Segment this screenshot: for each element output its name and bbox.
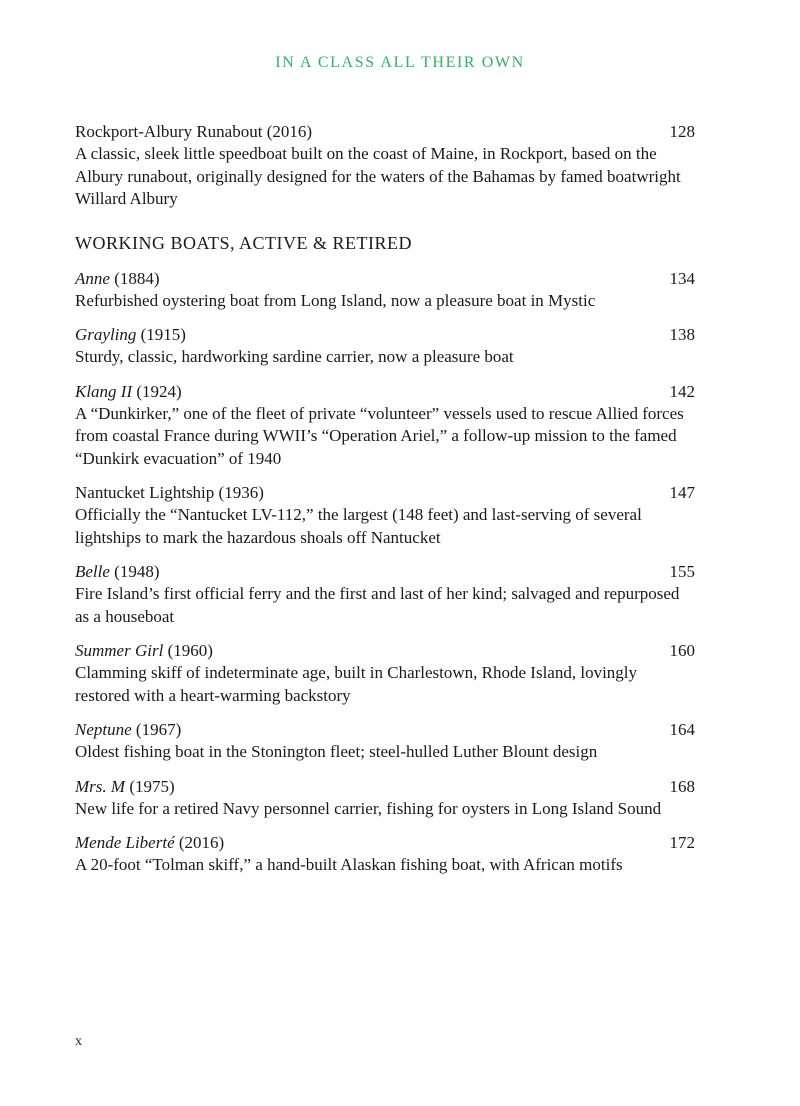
entry-title-plain: (1924): [132, 381, 182, 401]
entry-page-number: 160: [669, 641, 695, 660]
entry-title-italic: Belle: [75, 562, 110, 581]
entry-page-number: 164: [669, 720, 695, 739]
toc-entry: [75, 831, 695, 877]
entry-title: [75, 120, 695, 143]
entry-page-number: 168: [669, 776, 695, 796]
entry-description: New life for a retired Navy personnel carrier, fishing for oysters in Long Island Sound: [75, 798, 662, 818]
entry-page-number: 155: [669, 562, 695, 581]
entry-title-plain: (1960): [163, 641, 213, 660]
toc-entry: [75, 481, 695, 549]
entry-title-italic: Summer Girl: [75, 641, 164, 660]
toc-entry: [75, 775, 695, 821]
entry-title: [75, 718, 695, 741]
toc-content: [75, 120, 695, 888]
toc-entry: [75, 560, 695, 628]
toc-entry: [75, 120, 695, 211]
entry-title-italic: Mende Liberté: [75, 833, 175, 852]
entry-page-number: 138: [669, 325, 695, 344]
entry-title: [75, 831, 695, 854]
entry-title: [75, 267, 695, 290]
entry-page-number: 134: [669, 268, 695, 288]
entry-title: [75, 775, 695, 798]
entry-title-italic: Anne: [75, 268, 110, 288]
entry-page-number: 147: [669, 483, 695, 502]
entry-title-italic: Neptune: [75, 720, 132, 739]
toc-entry: [75, 267, 695, 313]
entry-title-plain: (1975): [125, 776, 175, 796]
entry-title-plain: Nantucket Lightship (1936): [75, 483, 264, 502]
entry-description: Oldest fishing boat in the Stonington fleet; steel-hulled Luther Blount design: [75, 742, 598, 761]
entry-description: Officially the “Nantucket LV-112,” the largest (148 feet) and last-serving of several lightships to mark the hazardous shoals off Nantucket: [75, 505, 642, 547]
entry-description: A classic, sleek little speedboat built on the coast of Maine, in Rockport, based on the Albury runabout, originally designed for the waters of the Bahamas by famed boatwright Willard Albury: [75, 144, 681, 208]
section-heading: WORKING BOATS, ACTIVE & RETIRED: [75, 232, 412, 253]
entry-title: [75, 560, 695, 583]
entry-title-plain: (1967): [131, 720, 182, 739]
running-head: IN A CLASS ALL THEIR OWN: [275, 54, 525, 71]
entry-description: Clamming skiff of indeterminate age, built in Charlestown, Rhode Island, lovingly restored with a heart-warming backstory: [75, 663, 638, 705]
entry-title-plain: (2016): [174, 833, 225, 852]
entry-page-number: 172: [669, 833, 695, 852]
toc-list-working-boats: [75, 267, 695, 877]
entry-title-plain: (1948): [109, 562, 160, 581]
entry-description: Fire Island’s first official ferry and the first and last of her kind; salvaged and repurposed as a houseboat: [75, 584, 680, 626]
entry-description: A 20-foot “Tolman skiff,” a hand-built Alaskan fishing boat, with African motifs: [75, 855, 623, 874]
entry-title: [75, 323, 695, 346]
toc-entry: [75, 639, 695, 707]
entry-description: A “Dunkirker,” one of the fleet of private “volunteer” vessels used to rescue Allied forces from coastal France during WWII’s “Operation Ariel,” a follow-up mission to the famed “Dunkirk evacuation” of 1940: [75, 403, 684, 468]
toc-entry: [75, 380, 695, 471]
entry-description: Refurbished oystering boat from Long Island, now a pleasure boat in Mystic: [75, 290, 596, 310]
entry-title: [75, 481, 695, 504]
entry-title-plain: Rockport-Albury Runabout (2016): [75, 122, 313, 141]
entry-title-italic: Mrs. M: [75, 776, 126, 796]
entry-title: [75, 639, 695, 662]
entry-description: Sturdy, classic, hardworking sardine carrier, now a pleasure boat: [75, 347, 514, 366]
entry-title: [75, 380, 695, 403]
entry-title-italic: Grayling: [75, 325, 137, 344]
entry-page-number: 128: [669, 122, 695, 141]
entry-page-number: 142: [669, 381, 695, 401]
entry-title-italic: Klang II: [75, 381, 133, 401]
entry-title-plain: (1884): [109, 268, 160, 288]
toc-list-top: [75, 120, 695, 211]
page-folio: x: [75, 1034, 82, 1049]
toc-entry: [75, 718, 695, 764]
toc-entry: [75, 323, 695, 369]
entry-title-plain: (1915): [136, 325, 186, 344]
